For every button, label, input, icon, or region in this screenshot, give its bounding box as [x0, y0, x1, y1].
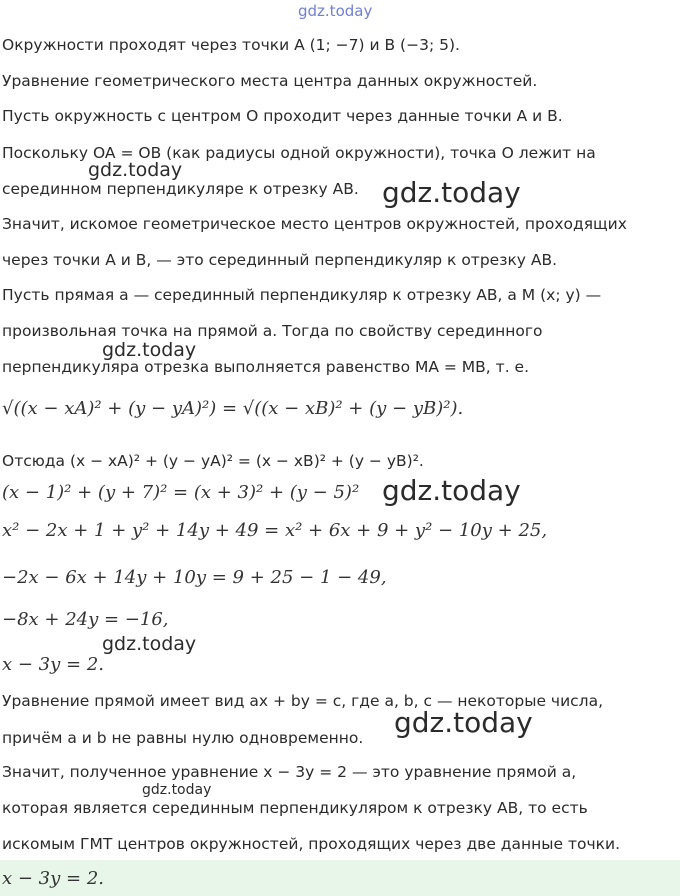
watermark: gdz.today: [394, 706, 533, 739]
equation-collected: −2x − 6x + 14y + 10y = 9 + 25 − 1 − 49,: [2, 567, 387, 588]
equation-result: x − 3y = 2.: [2, 654, 104, 675]
text-line-2: Уравнение геометрического места центра данных окружностей.: [2, 72, 538, 90]
text-line-4: Поскольку OA = OB (как радиусы одной окружности), точка O лежит на: [2, 144, 596, 162]
text-line-7: через точки A и B, — это серединный перпендикуляр к отрезку AB.: [2, 251, 558, 269]
equation-simplified: −8x + 24y = −16,: [2, 609, 169, 630]
text-line-9: произвольная точка на прямой a. Тогда по свойству серединного: [2, 322, 543, 340]
text-line-5: серединном перпендикуляре к отрезку AB.: [2, 180, 359, 198]
text-line-6: Значит, искомое геометрическое место центров окружностей, проходящих: [2, 215, 627, 233]
watermark: gdz.today: [102, 633, 197, 655]
text-line-19: причём a и b не равны нулю одновременно.: [2, 729, 364, 747]
text-line-3: Пусть окружность с центром O проходит через данные точки A и B.: [2, 107, 563, 125]
watermark: gdz.today: [88, 159, 183, 181]
text-line-8: Пусть прямая a — серединный перпендикуляр к отрезку AB, а M (x; y) —: [2, 286, 602, 304]
text-line-22: искомым ГМТ центров окружностей, проходящих через две данные точки.: [2, 835, 620, 853]
equation-substituted: (x − 1)² + (y + 7)² = (x + 3)² + (y − 5)²: [2, 482, 360, 503]
text-line-1: Окружности проходят через точки A (1; −7) и B (−3; 5).: [2, 36, 460, 54]
text-line-18: Уравнение прямой имеет вид ax + by = c, где a, b, c — некоторые числа,: [2, 692, 604, 710]
text-line-20: Значит, полученное уравнение x − 3y = 2 — это уравнение прямой a,: [2, 763, 577, 781]
watermark-top: gdz.today: [298, 2, 373, 20]
watermark: gdz.today: [382, 176, 521, 209]
watermark: gdz.today: [102, 339, 197, 361]
answer-text: x − 3y = 2.: [2, 868, 104, 889]
text-line-21: которая является серединным перпендикуляром к отрезку AB, то есть: [2, 799, 588, 817]
equation-expanded: x² − 2x + 1 + y² + 14y + 49 = x² + 6x + 9 + y² − 10y + 25,: [2, 520, 548, 541]
watermark: gdz.today: [142, 782, 212, 798]
equation-distance-equality: √((x − xA)² + (y − yA)²) = √((x − xB)² + (y − yB)²).: [2, 398, 464, 419]
watermark: gdz.today: [382, 474, 521, 507]
text-line-12: Отсюда (x − xA)² + (y − yA)² = (x − xB)² + (y − yB)².: [2, 452, 424, 470]
answer-box: [0, 860, 680, 896]
text-line-10: перпендикуляра отрезка выполняется равенство MA = MB, т. е.: [2, 358, 530, 376]
